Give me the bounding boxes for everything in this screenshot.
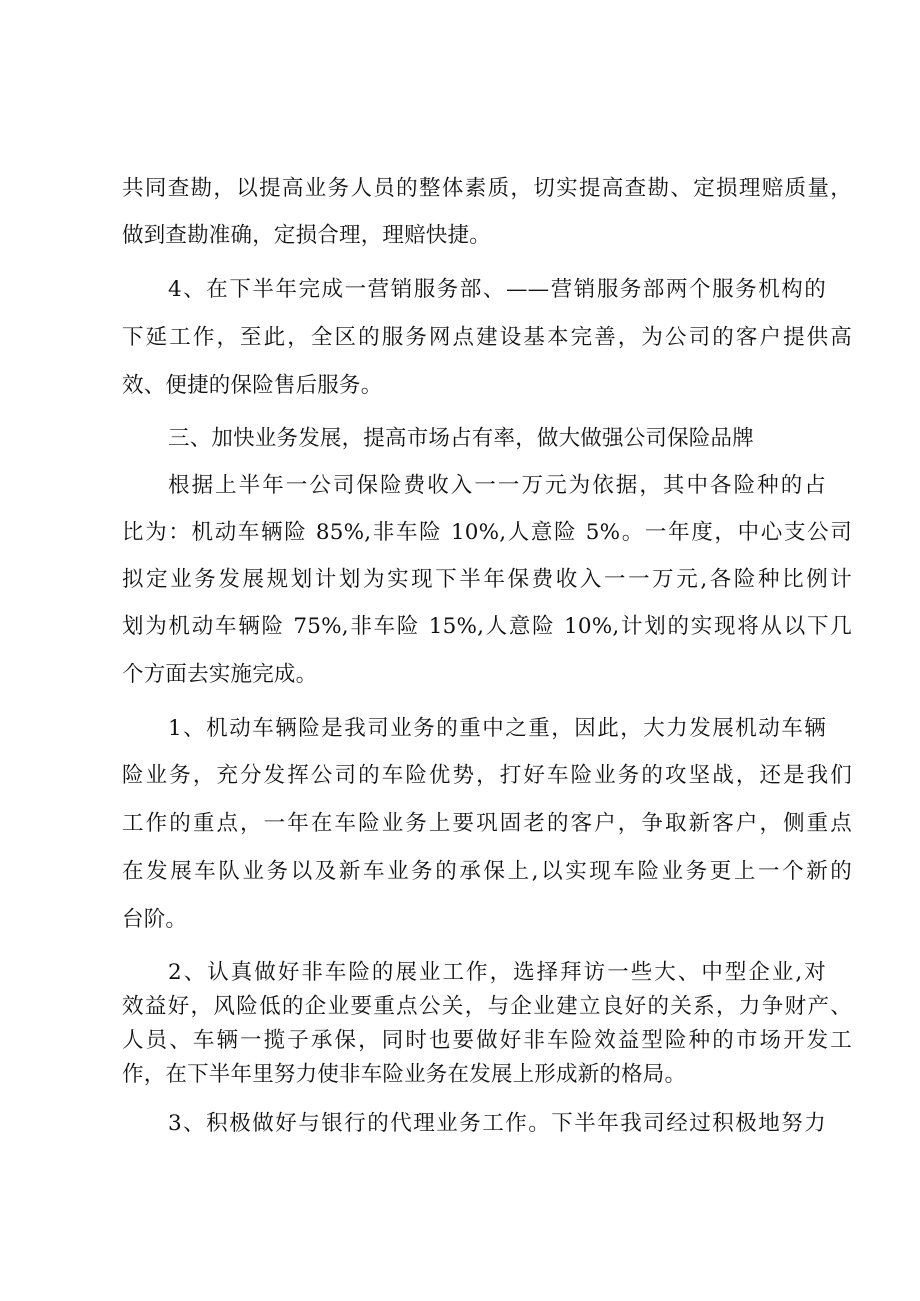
text-line: 2、认真做好非车险的展业工作，选择拜访一些大、中型企业,对	[168, 960, 826, 985]
text-line: 个方面去实施完成。	[122, 662, 318, 687]
text-line: 共同查勘，以提高业务人员的整体素质，切实提高查勘、定损理赔质量，	[122, 176, 852, 201]
section-heading: 三、加快业务发展，提高市场占有率，做大做强公司保险品牌	[168, 426, 754, 451]
text-line: 效、便捷的保险售后服务。	[122, 373, 383, 398]
text-line: 3、积极做好与银行的代理业务工作。下半年我司经过积极地努力	[168, 1111, 826, 1136]
text-line: 台阶。	[122, 907, 188, 932]
text-line: 1、机动车辆险是我司业务的重中之重，因此，大力发展机动车辆	[168, 716, 826, 741]
text-line: 工作的重点，一年在车险业务上要巩固老的客户，争取新客户，侧重点	[122, 811, 852, 836]
text-line: 拟定业务发展规划计划为实现下半年保费收入一一万元,各险种比例计	[122, 567, 852, 592]
text-line: 人员、车辆一揽子承保，同时也要做好非车险效益型险种的市场开发工	[122, 1028, 852, 1053]
text-line: 险业务，充分发挥公司的车险优势，打好车险业务的攻坚战，还是我们	[122, 763, 852, 788]
text-line: 4、在下半年完成一营销服务部、——营销服务部两个服务机构的	[168, 277, 826, 302]
text-line: 划为机动车辆险 75%,非车险 15%,人意险 10%,计划的实现将从以下几	[122, 614, 852, 639]
text-line: 比为：机动车辆险 85%,非车险 10%,人意险 5%。一年度，中心支公司	[122, 520, 852, 545]
text-line: 作，在下半年里努力使非车险业务在发展上形成新的格局。	[122, 1062, 687, 1087]
text-line: 做到查勘准确，定损合理，理赔快捷。	[122, 223, 491, 248]
text-line: 根据上半年一公司保险费收入一一万元为依据，其中各险种的占	[168, 473, 826, 498]
text-line: 在发展车队业务以及新车业务的承保上,以实现车险业务更上一个新的	[122, 859, 852, 884]
text-line: 下延工作，至此，全区的服务网点建设基本完善，为公司的客户提供高	[122, 325, 852, 350]
text-line: 效益好，风险低的企业要重点公关，与企业建立良好的关系，力争财产、	[122, 994, 852, 1019]
